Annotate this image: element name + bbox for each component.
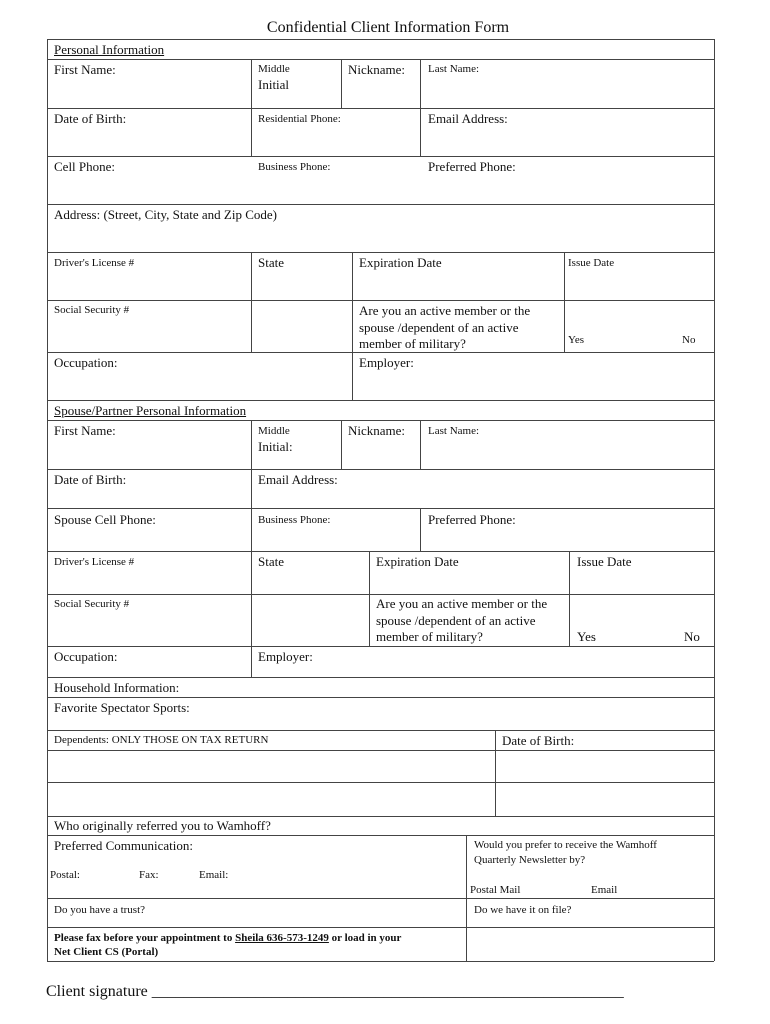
fax-note-text-1: Please fax before your appointment to xyxy=(54,932,236,944)
dependent-dob-input-1[interactable] xyxy=(496,751,713,781)
middle-initial-label-2[interactable]: Initial xyxy=(258,77,290,92)
dependent-name-input-2[interactable] xyxy=(48,783,494,815)
spouse-employer-field[interactable]: Employer: xyxy=(258,649,313,664)
spouse-military-yes-option[interactable]: Yes xyxy=(577,629,596,644)
spouse-military-question-1: Are you an active member or the xyxy=(376,596,548,611)
last-name-field[interactable]: Last Name: xyxy=(428,63,480,75)
household-heading: Household Information: xyxy=(54,680,180,695)
military-question-1: Are you an active member or the xyxy=(359,303,531,318)
spouse-last-name-field[interactable]: Last Name: xyxy=(428,425,480,437)
newsletter-question-2: Quarterly Newsletter by? xyxy=(474,854,586,866)
spouse-preferred-phone-field[interactable]: Preferred Phone: xyxy=(428,512,516,527)
fax-contact: Sheila 636-573-1249 xyxy=(235,932,329,944)
on-file-field[interactable]: Do we have it on file? xyxy=(474,904,572,916)
signature-label: Client signature xyxy=(46,983,148,1000)
dependent-name-input-1[interactable] xyxy=(48,751,494,781)
spouse-cell-phone-field[interactable]: Spouse Cell Phone: xyxy=(54,512,156,527)
nickname-field[interactable]: Nickname: xyxy=(348,62,406,77)
page-title: Confidential Client Information Form xyxy=(266,19,510,36)
military-no-option[interactable]: No xyxy=(682,334,696,346)
referral-field[interactable]: Who originally referred you to Wamhoff? xyxy=(54,818,271,833)
fax-note xyxy=(54,932,401,945)
fax-note-line-2: Net Client CS (Portal) xyxy=(54,946,159,958)
sports-field[interactable]: Favorite Spectator Sports: xyxy=(54,700,190,715)
state-field[interactable]: State xyxy=(258,255,284,270)
drivers-license-field[interactable]: Driver's License # xyxy=(54,257,135,269)
employer-field[interactable]: Employer: xyxy=(359,355,414,370)
address-field[interactable]: Address: (Street, City, State and Zip Code) xyxy=(54,207,278,222)
spouse-dob-field[interactable]: Date of Birth: xyxy=(54,472,127,487)
spouse-business-phone-field[interactable]: Business Phone: xyxy=(258,514,331,526)
expiration-date-field[interactable]: Expiration Date xyxy=(359,255,442,270)
spouse-state-field[interactable]: State xyxy=(258,554,284,569)
postal-mail-option[interactable]: Postal Mail xyxy=(470,884,521,896)
spouse-occupation-field[interactable]: Occupation: xyxy=(54,649,118,664)
newsletter-email-option[interactable]: Email xyxy=(591,884,618,896)
spouse-expiration-date-field[interactable]: Expiration Date xyxy=(376,554,459,569)
ssn-field[interactable]: Social Security # xyxy=(54,304,130,316)
spouse-middle-initial-label-1: Middle xyxy=(258,425,290,437)
fax-option[interactable]: Fax: xyxy=(139,869,159,881)
personal-heading: Personal Information xyxy=(54,42,165,57)
trust-field[interactable]: Do you have a trust? xyxy=(54,904,146,916)
preferred-phone-field[interactable]: Preferred Phone: xyxy=(428,159,516,174)
spouse-ssn-field[interactable]: Social Security # xyxy=(54,598,130,610)
signature-row[interactable] xyxy=(46,983,624,1001)
signature-line[interactable]: ___________________________________________________________ xyxy=(151,983,624,1000)
business-phone-field[interactable]: Business Phone: xyxy=(258,161,331,173)
issue-date-field[interactable]: Issue Date xyxy=(568,257,615,269)
dependent-dob-input-2[interactable] xyxy=(496,783,713,815)
postal-option[interactable]: Postal: xyxy=(50,869,80,881)
dob-field[interactable]: Date of Birth: xyxy=(54,111,127,126)
spouse-heading: Spouse/Partner Personal Information xyxy=(54,403,247,418)
spouse-nickname-field[interactable]: Nickname: xyxy=(348,423,406,438)
email-option[interactable]: Email: xyxy=(199,869,229,881)
spouse-middle-initial-label-2[interactable]: Initial: xyxy=(258,439,293,454)
spouse-drivers-license-field[interactable]: Driver's License # xyxy=(54,556,135,568)
spouse-first-name-field[interactable]: First Name: xyxy=(54,423,116,438)
spouse-military-no-option[interactable]: No xyxy=(684,629,700,644)
occupation-field[interactable]: Occupation: xyxy=(54,355,118,370)
cell-phone-field[interactable]: Cell Phone: xyxy=(54,159,116,174)
fax-note-text-2: or load in your xyxy=(328,932,402,944)
military-question-3: member of military? xyxy=(359,336,466,351)
email-field[interactable]: Email Address: xyxy=(428,111,508,126)
spouse-email-field[interactable]: Email Address: xyxy=(258,472,338,487)
middle-initial-label-1: Middle xyxy=(258,63,290,75)
residential-phone-field[interactable]: Residential Phone: xyxy=(258,113,341,125)
newsletter-question-1: Would you prefer to receive the Wamhoff xyxy=(474,839,657,851)
military-question-2: spouse /dependent of an active xyxy=(359,320,519,335)
dependents-label: Dependents: ONLY THOSE ON TAX RETURN xyxy=(54,734,269,746)
military-yes-option[interactable]: Yes xyxy=(568,334,585,346)
spouse-military-question-3: member of military? xyxy=(376,629,483,644)
preferred-communication-label: Preferred Communication: xyxy=(54,838,193,853)
dependents-dob-label: Date of Birth: xyxy=(502,733,575,748)
first-name-field[interactable]: First Name: xyxy=(54,62,116,77)
spouse-issue-date-field[interactable]: Issue Date xyxy=(577,554,632,569)
spouse-military-question-2: spouse /dependent of an active xyxy=(376,613,536,628)
